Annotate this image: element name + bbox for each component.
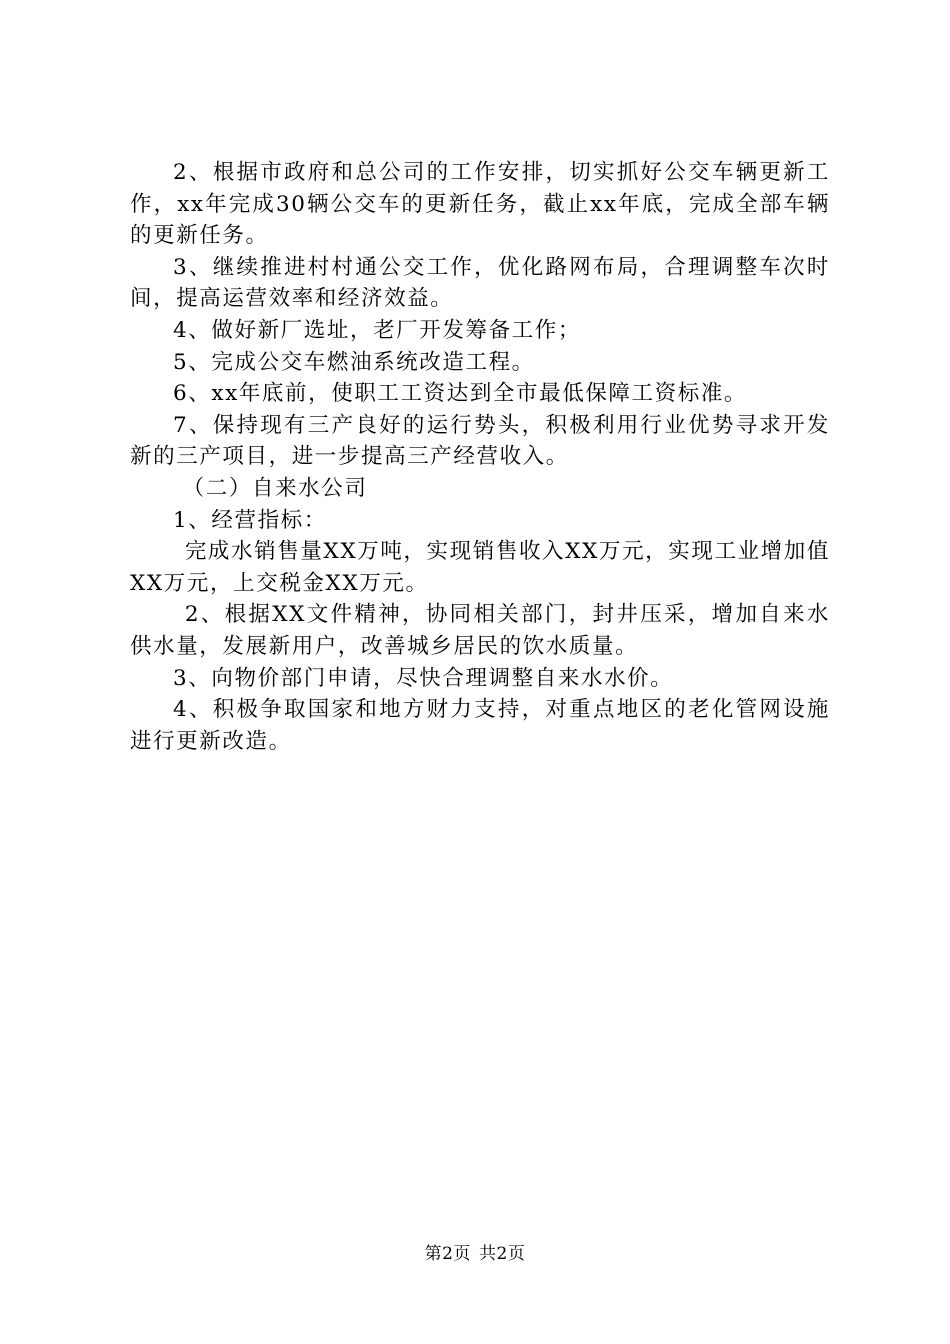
paragraph-water-supply: 2、根据XX文件精神，协同相关部门，封井压采，增加自来水供水量，发展新用户，改善城乡居民的饮水质量。 (130, 602, 830, 659)
paragraph-wages: 6、xx年底前，使职工工资达到全市最低保障工资标准。 (173, 381, 748, 407)
section-heading-water-company: （二）自来水公司 (182, 475, 368, 501)
document-body (130, 157, 830, 757)
page-footer (0, 1242, 950, 1266)
paragraph-bus-renewal: 2、根据市政府和总公司的工作安排，切实抓好公交车辆更新工作，xx年完成30辆公交车的更新任务，截止xx年底，完成全部车辆的更新任务。 (130, 160, 830, 249)
paragraph-water-price: 3、向物价部门申请，尽快合理调整自来水水价。 (173, 665, 674, 691)
paragraph-sales-targets: 完成水销售量XX万吨，实现销售收入XX万元，实现工业增加值XX万元，上交税金XX万元。 (130, 539, 830, 596)
paragraph-tertiary-industry: 7、保持现有三产良好的运行势头，积极利用行业优势寻求开发新的三产项目，进一步提高三产经营收入。 (130, 412, 830, 470)
paragraph-business-indicators: 1、经营指标： (173, 507, 327, 533)
paragraph-pipe-network: 4、积极争取国家和地方财力支持，对重点地区的老化管网设施进行更新改造。 (130, 697, 830, 754)
paragraph-village-bus: 3、继续推进村村通公交工作，优化路网布局，合理调整车次时间，提高运营效率和经济效益。 (130, 254, 830, 312)
current-page-number: 第2页 (424, 1244, 471, 1264)
total-page-count: 共2页 (479, 1244, 526, 1264)
paragraph-new-plant: 4、做好新厂选址，老厂开发筹备工作； (173, 317, 581, 343)
paragraph-fuel-system: 5、完成公交车燃油系统改造工程。 (173, 349, 535, 375)
